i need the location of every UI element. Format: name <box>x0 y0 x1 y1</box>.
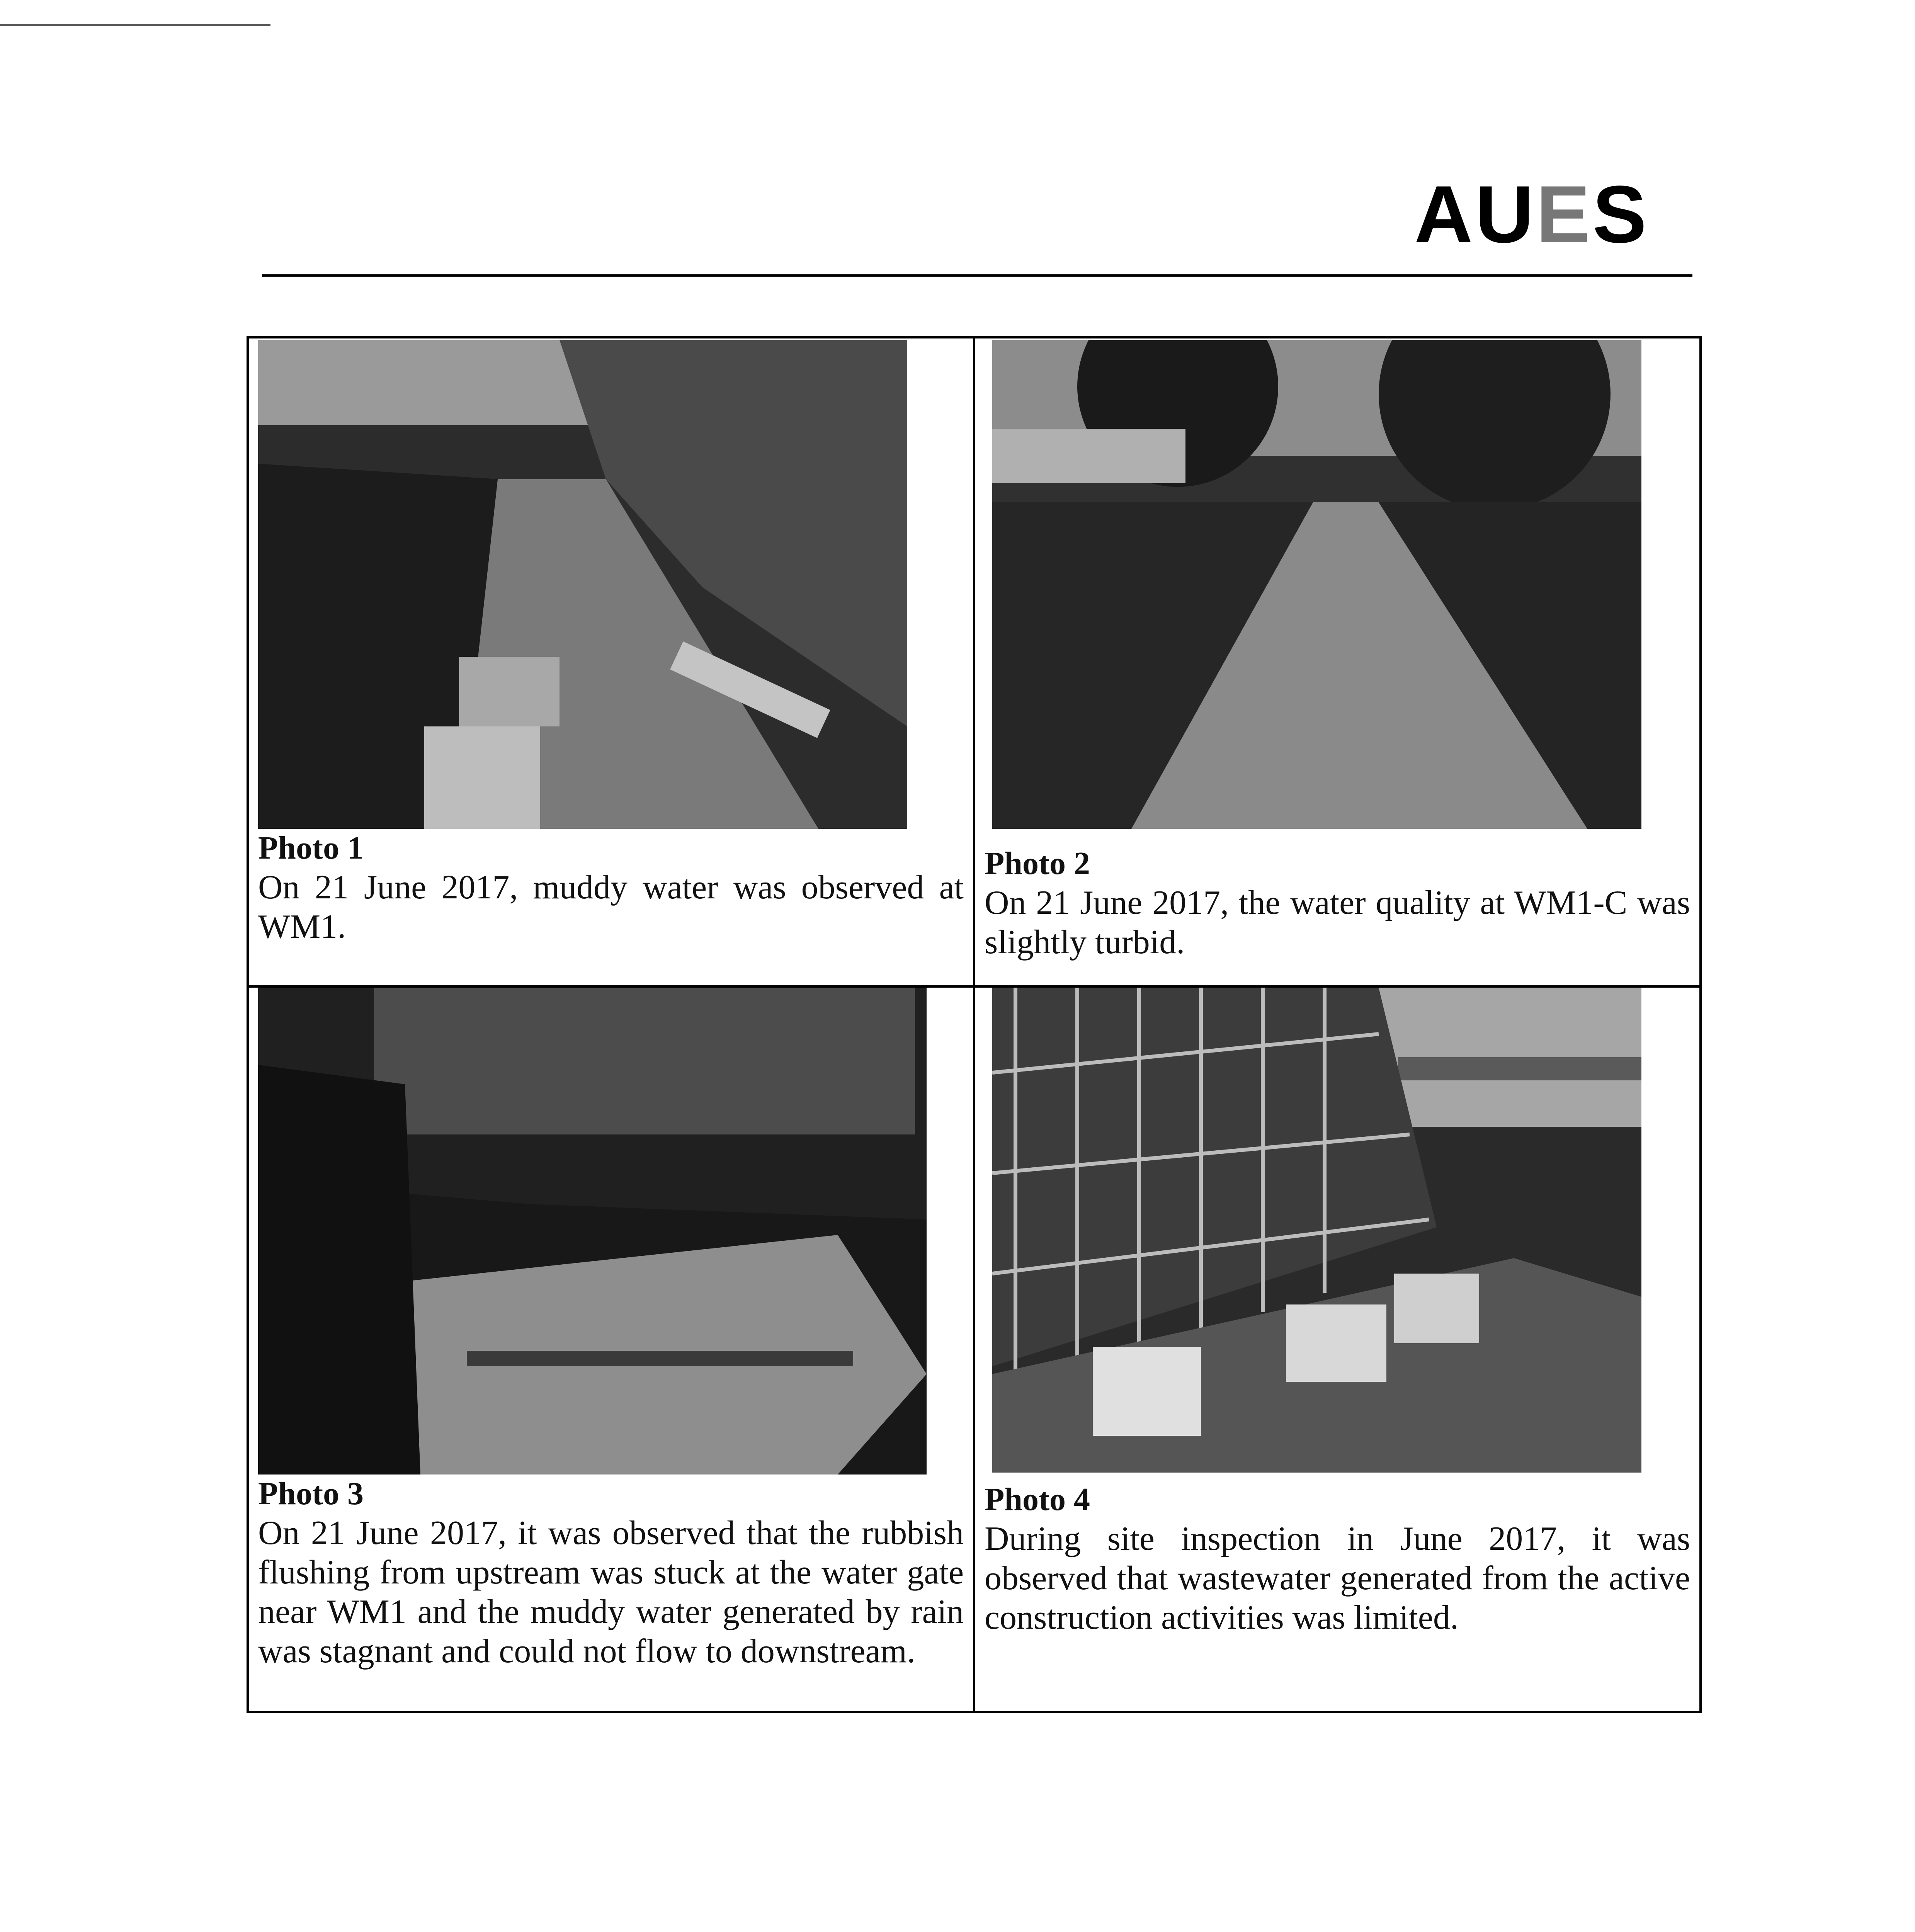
photo-cell-1 <box>248 337 974 986</box>
photo-3-caption: On 21 June 2017, it was observed that the rubbish flushing from upstream was stuck at the water gate near WM1 and the muddy water generated by rain was stagnant and could not flow to downstream. <box>258 1514 964 1670</box>
photo-record-table <box>247 336 1702 1713</box>
header-divider <box>262 274 1692 277</box>
photo-1-caption: On 21 June 2017, muddy water was observed at WM1. <box>258 868 964 946</box>
photo-2-caption: On 21 June 2017, the water quality at WM1-C was slightly turbid. <box>985 884 1690 961</box>
aues-logo: AUES <box>1414 169 1649 260</box>
photo-cell-4 <box>974 986 1701 1712</box>
photo-2-image <box>992 340 1641 829</box>
photo-cell-2 <box>974 337 1701 986</box>
photo-4-caption: During site inspection in June 2017, it was observed that wastewater generated from the active construction activities was limited. <box>985 1520 1690 1636</box>
photo-4-image <box>992 988 1641 1473</box>
scan-top-line <box>0 24 270 26</box>
photo-2-title: Photo 2 <box>985 845 1090 881</box>
photo-1-image <box>258 340 907 829</box>
photo-3-image <box>258 988 927 1475</box>
photo-4-title: Photo 4 <box>985 1481 1090 1517</box>
photo-3-title: Photo 3 <box>258 1476 364 1512</box>
photo-cell-3 <box>248 986 974 1712</box>
photo-1-title: Photo 1 <box>258 830 364 866</box>
